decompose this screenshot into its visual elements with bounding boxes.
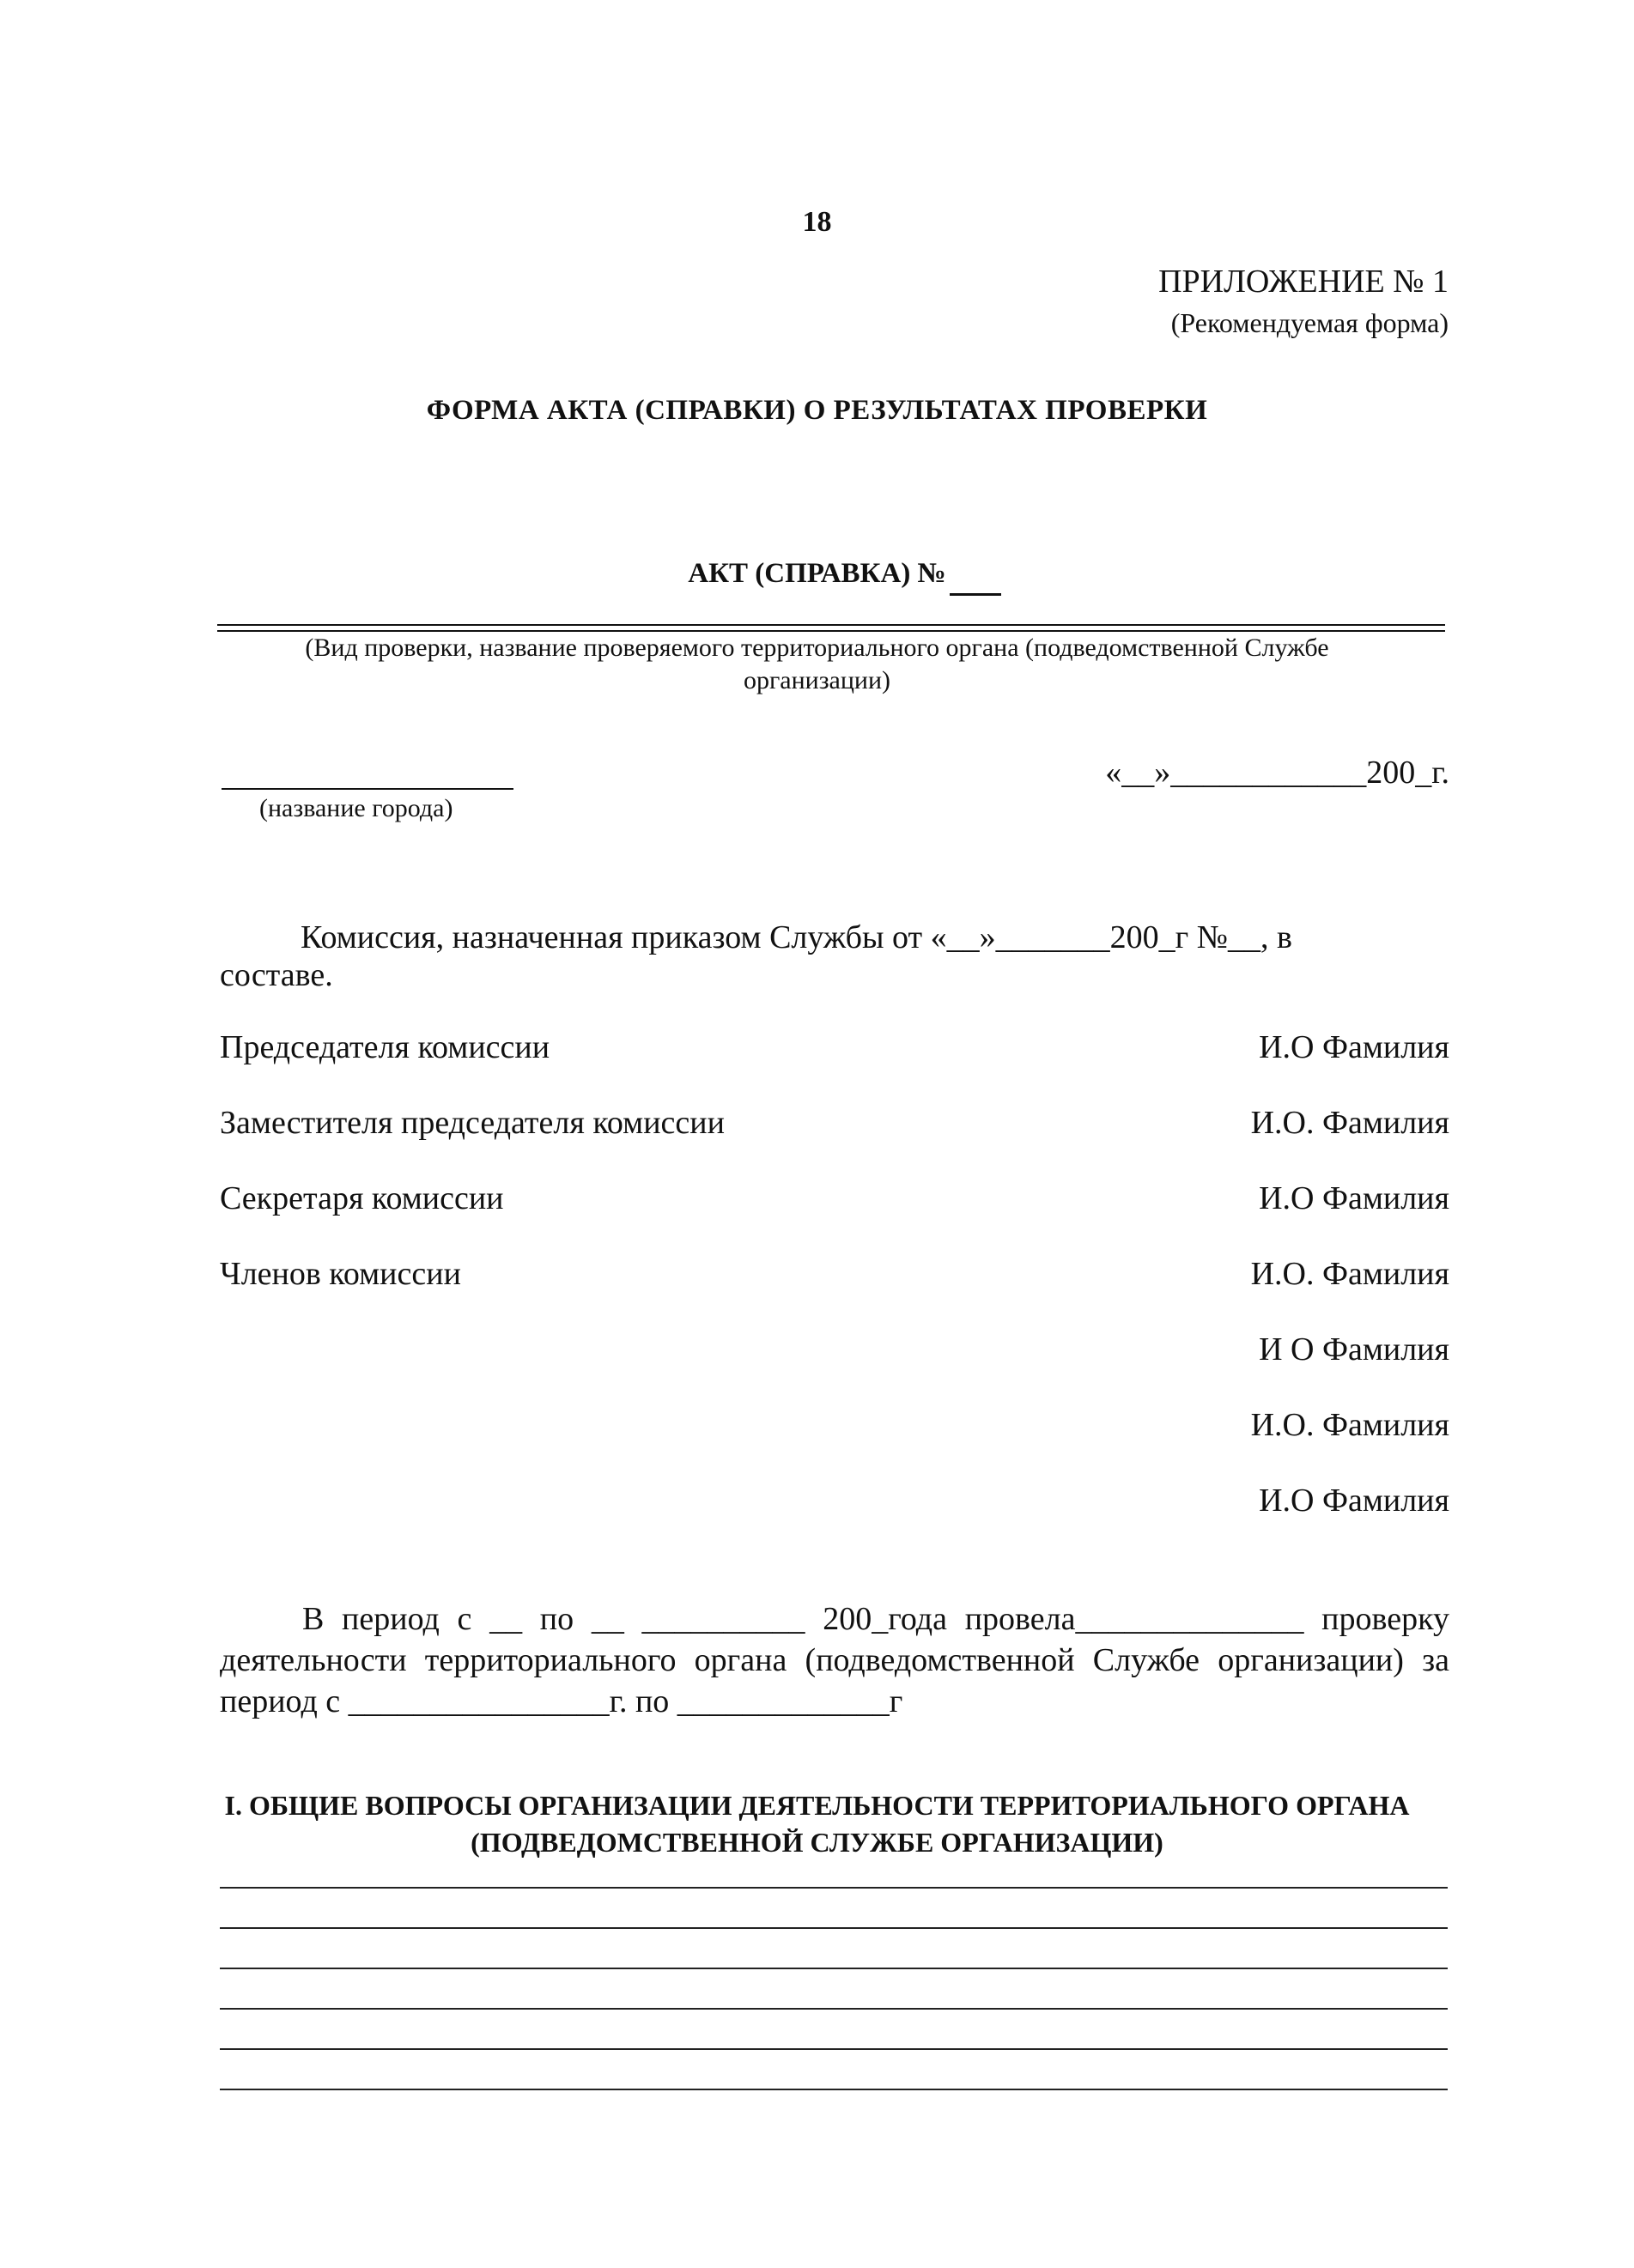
act-subject-line [217, 624, 1445, 626]
section-title: I. ОБЩИЕ ВОПРОСЫ ОРГАНИЗАЦИИ ДЕЯТЕЛЬНОСТИ ТЕРРИТОРИАЛЬНОГО ОРГАНА [224, 1790, 1410, 1821]
city-blank-line [222, 788, 513, 790]
act-subject-line-secondary [217, 630, 1445, 632]
date-field: «__»____________200_г. [1105, 755, 1449, 791]
page-number: 18 [802, 206, 832, 238]
member-role: Членов комиссии [220, 1256, 461, 1292]
member-name: И.О. Фамилия [1250, 1105, 1449, 1141]
fill-line [220, 2048, 1448, 2050]
member-role: Заместителя председателя комиссии [220, 1105, 725, 1141]
fill-line [220, 1968, 1448, 1969]
member-name: И О Фамилия [1259, 1331, 1449, 1367]
city-caption: (название города) [259, 794, 453, 822]
act-subject-caption-cont: организации) [743, 666, 891, 694]
fill-line [220, 2089, 1448, 2090]
period-text-end: период с ________________г. по _____________г [220, 1683, 903, 1719]
member-name: И.О Фамилия [1259, 1483, 1449, 1519]
section-title-cont: (ПОДВЕДОМСТВЕННОЙ СЛУЖБЕ ОРГАНИЗАЦИИ) [471, 1827, 1163, 1858]
member-name: И.О. Фамилия [1250, 1256, 1449, 1292]
fill-line [220, 1927, 1448, 1929]
member-role: Секретаря комиссии [220, 1180, 504, 1216]
period-text-cont: деятельности территориального органа (подведомственной Службе организации) за [220, 1642, 1449, 1678]
form-heading: ФОРМА АКТА (СПРАВКИ) О РЕЗУЛЬТАТАХ ПРОВЕРКИ [426, 395, 1208, 426]
act-title: АКТ (СПРАВКА) № [688, 558, 946, 589]
member-role: Председателя комиссии [220, 1029, 550, 1065]
fill-line [220, 1887, 1448, 1889]
fill-line [220, 2008, 1448, 2010]
member-name: И.О. Фамилия [1250, 1407, 1449, 1443]
member-name: И.О Фамилия [1259, 1180, 1449, 1216]
act-number-blank-line [950, 593, 1001, 596]
commission-text: Комиссия, назначенная приказом Службы от «__»_______200_г №__, в [301, 919, 1292, 955]
commission-text-cont: составе. [220, 957, 333, 993]
act-subject-caption: (Вид проверки, название проверяемого территориального органа (подведомственной Службе [305, 634, 1329, 662]
appendix-subtitle: (Рекомендуемая форма) [1170, 307, 1449, 338]
member-name: И.О Фамилия [1259, 1029, 1449, 1065]
appendix-title: ПРИЛОЖЕНИЕ № 1 [1158, 264, 1449, 300]
period-text: В период с __ по __ __________ 200_года провела______________ проверку [302, 1601, 1449, 1637]
